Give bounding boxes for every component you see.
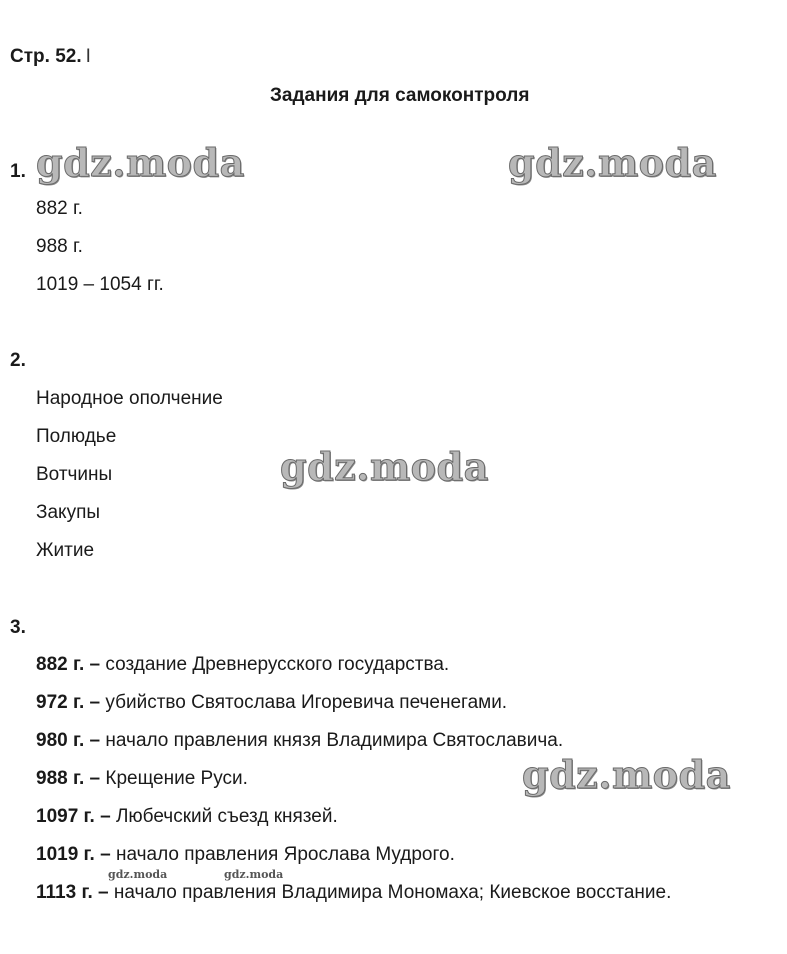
event-text: начало правления князя Владимира Святославича. bbox=[100, 730, 564, 751]
event-text: начало правления Ярослава Мудрого. bbox=[110, 844, 455, 865]
event-year: 988 г. – bbox=[36, 768, 101, 789]
watermark-small: gdz.moda bbox=[224, 868, 284, 881]
task-2-item: Народное ополчение bbox=[36, 388, 223, 409]
task-2-number: 2. bbox=[10, 350, 26, 371]
task-1-item: 1019 – 1054 гг. bbox=[36, 274, 164, 295]
event-year: 1113 г. – bbox=[36, 882, 109, 903]
page-header bbox=[10, 46, 91, 68]
event-year: 882 г. – bbox=[36, 654, 101, 675]
watermark: gdz.moda bbox=[522, 752, 731, 797]
event-year: 1097 г. – bbox=[36, 806, 111, 827]
event-row bbox=[36, 806, 338, 828]
event-text: Любечский съезд князей. bbox=[110, 806, 338, 827]
task-2-item: Полюдье bbox=[36, 426, 117, 447]
event-row bbox=[36, 844, 455, 866]
event-row bbox=[36, 882, 671, 904]
watermark: gdz.moda bbox=[508, 140, 717, 185]
event-text: начало правления Владимира Мономаха; Киевское восстание. bbox=[108, 882, 672, 903]
watermark: gdz.moda bbox=[280, 444, 489, 489]
event-year: 1019 г. – bbox=[36, 844, 111, 865]
task-2-item: Закупы bbox=[36, 502, 101, 523]
task-1-number: 1. bbox=[10, 161, 26, 182]
event-row bbox=[36, 654, 449, 676]
event-year: 972 г. – bbox=[36, 692, 101, 713]
event-year: 980 г. – bbox=[36, 730, 101, 751]
section-title: Задания для самоконтроля bbox=[270, 85, 530, 106]
watermark-small: gdz.moda bbox=[108, 868, 168, 881]
task-3-number: 3. bbox=[10, 617, 26, 638]
watermark: gdz.moda bbox=[36, 140, 245, 185]
task-2-item: Вотчины bbox=[36, 464, 113, 485]
event-row bbox=[36, 768, 248, 790]
task-2-item: Житие bbox=[36, 540, 95, 561]
event-row bbox=[36, 730, 563, 752]
task-1-item: 988 г. bbox=[36, 236, 83, 257]
text-cursor-icon: I bbox=[85, 46, 91, 67]
event-text: Крещение Руси. bbox=[100, 768, 248, 789]
event-text: создание Древнерусского государства. bbox=[100, 654, 450, 675]
page-label: Стр. 52. bbox=[10, 46, 82, 67]
event-row bbox=[36, 692, 507, 714]
task-1-item: 882 г. bbox=[36, 198, 83, 219]
event-text: убийство Святослава Игоревича печенегами. bbox=[100, 692, 508, 713]
